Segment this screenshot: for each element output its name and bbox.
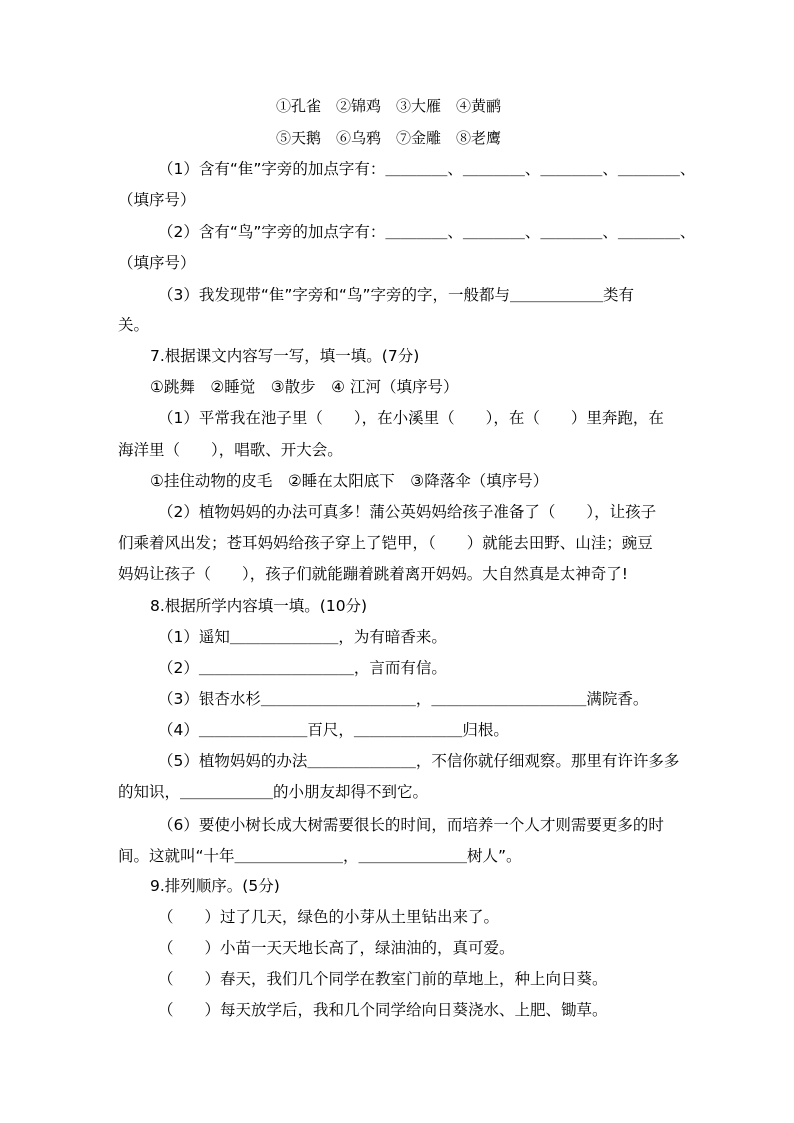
q8-item6-line1: （6）要使小树长成大树需要很长的时间，而培养一个人才则需要更多的时: [158, 816, 664, 834]
q8-item4: （4）＿＿＿＿＿＿＿百尺，＿＿＿＿＿＿＿归根。: [158, 721, 509, 739]
q6-options-row2: ⑤天鹅 ⑥乌鸦 ⑦金雕 ⑧老鹰: [276, 129, 502, 147]
q6-part1-line2: （填序号）: [118, 191, 196, 209]
q6-part3-line1: （3）我发现带“隹”字旁和“鸟”字旁的字，一般都与＿＿＿＿＿＿类有: [158, 286, 634, 304]
q9-title: 9.排列顺序。(5分): [150, 877, 280, 895]
q7-part2-line3: 妈妈让孩子（ ），孩子们就能蹦着跳着离开妈妈。大自然真是太神奇了!: [118, 565, 628, 583]
q6-part3-line2: 关。: [118, 316, 150, 334]
q6-part1-line1: （1）含有“隹”字旁的加点字有：＿＿＿＿、＿＿＿＿、＿＿＿＿、＿＿＿＿、: [158, 160, 696, 178]
q8-title: 8.根据所学内容填一填。(10分): [150, 597, 368, 615]
q9-item: （ ）过了几天，绿色的小芽从土里钻出来了。: [158, 908, 500, 926]
q8-item1: （1）遥知＿＿＿＿＿＿＿，为有暗香来。: [158, 628, 447, 646]
q7-options2: ①挂住动物的皮毛 ②睡在太阳底下 ③降落伞（填序号）: [150, 472, 549, 490]
q9-item: （ ）小苗一天天地长高了，绿油油的，真可爱。: [158, 939, 515, 957]
q6-options-row1: ①孔雀 ②锦鸡 ③大雁 ④黄鹂: [276, 97, 502, 115]
q8-item5-line1: （5）植物妈妈的办法＿＿＿＿＿＿＿，不信你就仔细观察。那里有许许多多: [158, 752, 680, 770]
q8-item6-line2: 间。这就叫“十年＿＿＿＿＿＿＿，＿＿＿＿＿＿＿树人”。: [118, 847, 522, 865]
q7-options1: ①跳舞 ②睡觉 ③散步 ④ 江河（填序号）: [150, 378, 459, 396]
q8-item2: （2）＿＿＿＿＿＿＿＿＿＿，言而有信。: [158, 659, 447, 677]
q7-part2-line1: （2）植物妈妈的办法可真多！蒲公英妈妈给孩子准备了（ ），让孩子: [158, 503, 657, 521]
q9-item: （ ）每天放学后，我和几个同学给向日葵浇水、上肥、锄草。: [158, 1001, 608, 1019]
q6-part2-line1: （2）含有“鸟”字旁的加点字有：＿＿＿＿、＿＿＿＿、＿＿＿＿、＿＿＿＿、: [158, 223, 696, 241]
q7-part1-line2: 海洋里（ ），唱歌、开大会。: [118, 441, 343, 459]
q7-part1-line1: （1）平常我在池子里（ ），在小溪里（ ），在（ ）里奔跑，在: [158, 409, 664, 427]
q9-item: （ ）春天，我们几个同学在教室门前的草地上，种上向日葵。: [158, 970, 608, 988]
q8-item3: （3）银杏水杉＿＿＿＿＿＿＿＿＿＿，＿＿＿＿＿＿＿＿＿＿满院香。: [158, 690, 649, 708]
q7-part2-line2: 们乘着风出发；苍耳妈妈给孩子穿上了铠甲，（ ）就能去田野、山洼；豌豆: [118, 534, 653, 552]
q6-part2-line2: （填序号）: [118, 254, 196, 272]
q7-title: 7.根据课文内容写一写，填一填。(7分): [150, 347, 420, 365]
q8-item5-line2: 的知识，＿＿＿＿＿＿的小朋友却得不到它。: [118, 783, 429, 801]
